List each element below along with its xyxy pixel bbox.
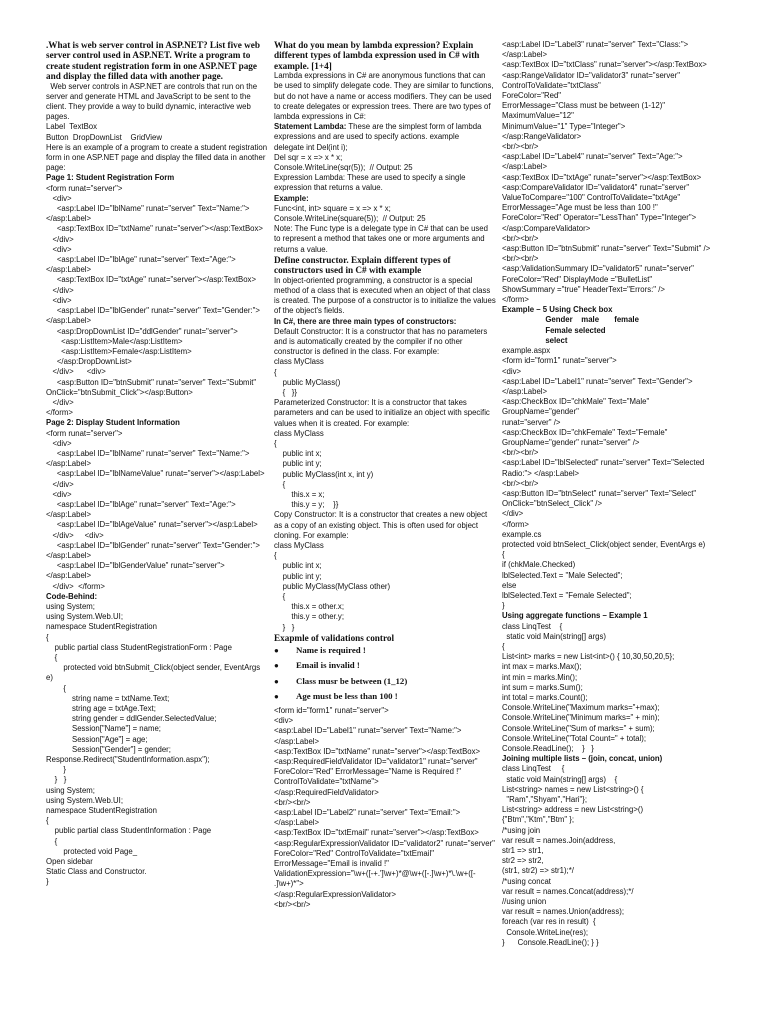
text-line: MinimumValue="1" Type="Integer"> (502, 121, 626, 131)
text-line: this.x = x; (274, 489, 325, 499)
text-line: <asp:ValidationSummary ID="validator5" runat="server" (502, 264, 694, 274)
bullet-dot-icon: ● (274, 661, 279, 671)
text-line: delegate int Del(int i); (274, 142, 348, 152)
text-line: </div> (46, 234, 74, 244)
text-line: else (502, 580, 517, 590)
bullet-item (274, 660, 496, 671)
question-heading: Define constructor. Explain different types of constructors used in C# with example (274, 254, 453, 276)
text-line: <asp:Button ID="btnSubmit" runat="server" Text="Submit" OnClick="btnSubmit_Click"></asp:Button> (46, 377, 259, 397)
text-line: <br/><br/> (502, 478, 539, 488)
text-line: public MyClass() (274, 377, 341, 387)
text-line: public int y; (274, 571, 322, 581)
text-line: <asp:Label ID="lblGender" runat="server" Text="Gender:"></asp:Label> (46, 306, 260, 326)
question-heading: What do you mean by lambda expression? Explain different types of lambda expression used in C# with example. [1+4] (274, 40, 482, 71)
text-line: Console.WriteLine("Sum of marks=" + sum); (502, 723, 655, 733)
text-line: <asp:TextBox ID="txtName" runat="server"></asp:TextBox> (274, 746, 481, 756)
text-line: Copy Constructor: It is a constructor that creates a new object as a copy of an existing object. This is often used for object cloning. For example: (274, 510, 490, 540)
text-line: ForeColor="Red" ControlToValidate="txtEmail" (274, 848, 435, 858)
text-line: { (46, 816, 49, 826)
question-heading: Exapmle of validations control (274, 632, 395, 643)
bullet-item (274, 676, 496, 687)
text-line: Button DropDownList GridView (46, 132, 162, 142)
text-line: Console.WriteLine(res); (502, 927, 589, 937)
text-line: Lambda expressions in C# are anonymous functions that can be used to simplify delegate code. They are similar to functions, but do not have a name or access modifiers. They can be used to create delegates or expression trees. There are two types of lambda expressions in C#: (274, 71, 496, 122)
text-line: <asp:DropDownList ID="ddlGender" runat="server"> (46, 326, 238, 336)
text-line: str2 => str2, (502, 856, 544, 866)
text-line: </form> (502, 295, 529, 305)
text-line: int min = marks.Min(); (502, 672, 578, 682)
text-line: <asp:Button ID="btnSelect" runat="server" Text="Select" OnClick="btnSelect_Click" /> (502, 488, 699, 509)
text-line: ForeColor="Red" Operator="LessThan" Type="Integer"> (502, 213, 697, 223)
section-label: Page 2: Display Student Information (46, 418, 180, 428)
bullet-text: Email is invalid ! (296, 660, 360, 671)
text-line: { (46, 632, 49, 642)
text-line: </form> (46, 408, 73, 418)
text-line: <asp:CheckBox ID="chkMale" Text="Male" GroupName="gender" (502, 397, 652, 417)
text-line: Web server controls in ASP.NET are controls that run on the server and generate HTML and JavaScript to be sent to the client. They provide a way to build dynamic, interactive web pages. (46, 81, 260, 122)
text-line: { (502, 550, 505, 560)
text-line: List<int> marks = new List<int>() { 10,30,50,20,5}; (502, 652, 675, 662)
text-line: example.aspx (502, 346, 551, 356)
text-line: </asp:RequiredFieldValidator> (274, 787, 379, 797)
bullet-text: Name is required ! (296, 645, 366, 656)
text-line: int max = marks.Max(); (502, 662, 582, 672)
text-line: Parameterized Constructor: It is a constructor that takes parameters and can be used to initialize an object with specific values when it is created. For example: (274, 398, 493, 428)
text-line: <br/><br/> (502, 254, 539, 264)
text-line: Console.WriteLine("Minimum marks=" + min); (502, 713, 660, 723)
text-line: { (274, 479, 286, 489)
text-line: <asp:Label ID="Label1" runat="server" Text="Gender"></asp:Label> (502, 376, 693, 396)
text-line: Func<int, int> square = x => x * x; (274, 203, 391, 213)
text-line: <asp:Label ID="lblAge" runat="server" Text="Age:"></asp:Label> (46, 255, 236, 275)
text-line: ValidationExpression="\w+([-+.']\w+)*@\w+([-.]\w+)*\.\w+([- (274, 869, 476, 879)
text-line: ErrorMessage="Email is invalid !" (274, 859, 389, 869)
text-line: <asp:Label ID="Label1" runat="server" Text="Name:"></asp:Label> (274, 726, 462, 746)
text-line: //using union (502, 897, 547, 907)
bullet-text: Age must be less than 100 ! (296, 690, 398, 701)
column-middle (274, 40, 496, 1020)
text-line: <asp:RangeValidator ID="validator3" runat="server" ControlToValidate="txtClass" (502, 70, 683, 90)
text-line: { }} (274, 387, 297, 397)
text-line: } } (274, 622, 295, 632)
text-line: /*using join (502, 825, 541, 835)
text-line: Console.WriteLine("Total Count=" + total); (502, 733, 647, 743)
text-line: var result = names.Concat(address);*/ (502, 886, 634, 896)
text-line: { (274, 367, 277, 377)
bullet-item (274, 691, 496, 702)
text-line: runat="server" /> (502, 417, 561, 427)
text-line: { (274, 551, 277, 561)
text-line: using System.Web.UI; (46, 612, 123, 622)
text-line: <asp:Label ID="lblName" runat="server" Text="Name:"></asp:Label> (46, 448, 250, 469)
section-label: Example – 5 Using Check box (502, 305, 613, 315)
text-line: string name = txtName.Text; (46, 693, 170, 703)
text-line: <div> (46, 295, 72, 305)
text-line: </div> </form> (46, 581, 105, 591)
text-line: string gender = ddlGender.SelectedValue; (46, 714, 217, 724)
text-line: <div> (46, 489, 72, 499)
text-line: Console.WriteLine("Maximum marks="+max); (502, 703, 660, 713)
text-line: <asp:TextBox ID="txtClass" runat="server"></asp:TextBox> (502, 60, 707, 70)
text-line: </div> (502, 509, 524, 519)
text-line: var result = names.Union(address); (502, 907, 624, 917)
text-line: { (46, 836, 58, 846)
question-heading: .What is web server control in ASP.NET? List five web server control used in ASP.NET. Write a program to create student registration form in one ASP.NET page and display the filled data with another page. (46, 40, 263, 82)
section-label: Example: (274, 193, 309, 203)
text-line: ForeColor="Red" (502, 91, 562, 101)
text-line: foreach (var res in result) { (502, 917, 596, 927)
text-line: <asp:RequiredFieldValidator ID="validator1" runat="server" (274, 757, 478, 767)
text-line: public partial class StudentRegistrationForm : Page (46, 642, 232, 652)
text-line: <asp:ListItem>Male</asp:ListItem> (46, 336, 183, 346)
text-line: { (46, 653, 58, 662)
text-line: <div> (46, 244, 72, 254)
text-line: <asp:Label ID="Label3" runat="server" Text="Class:"></asp:Label> (502, 40, 689, 60)
bullet-dot-icon: ● (274, 691, 279, 701)
text-line: Expression Lambda: These are used to specify a single expression that returns a value. (274, 173, 468, 193)
text-line: <asp:Label ID="lblGender" runat="server" Text="Gender:"></asp:Label> (46, 540, 260, 560)
column-left (46, 40, 268, 1020)
text-line: </form> (502, 519, 529, 529)
text-line: class MyClass (274, 540, 324, 550)
text-line: In object-oriented programming, a constructor is a special method of a class that is executed when an object of that class is created. The purpose of a constructor is to initialize the values of the object's fields. (274, 275, 498, 316)
text-line: ShowSummary ="true" HeaderText="Errors:" /> (502, 284, 665, 294)
text-line: <asp:CompareValidator ID="validator4" runat="server" ValueToCompare="100" ControlToValidate="txtAge" (502, 182, 692, 203)
text-line: lblSelected.Text = "Male Selected"; (502, 570, 623, 580)
section-label: Using aggregate functions – Example 1 (502, 611, 648, 621)
text-line: {"Btm","Ktm","Btm" }; (502, 815, 575, 825)
text-line: <asp:TextBox ID="txtName" runat="server"></asp:TextBox> (46, 224, 263, 234)
text-line: <asp:Label ID="lblGenderValue" runat="server"></asp:Label> (46, 561, 225, 581)
text-line: <asp:Label ID="Label2" runat="server" Text="Email:"></asp:Label> (274, 808, 461, 828)
text-line: </asp:RangeValidator> (502, 131, 582, 141)
text-line: Console.ReadLine(); } } (502, 744, 594, 754)
section-label: Page 1: Student Registration Form (46, 173, 175, 183)
text-line: </div> (46, 285, 74, 295)
text-line: public int x; (274, 561, 322, 571)
text-line: <form runat="server"> (46, 428, 123, 438)
text-line: <asp:TextBox ID="txtEmail" runat="server"></asp:TextBox> (274, 828, 479, 838)
text-line: protected void btnSubmit_Click(object sender, EventArgs e) (46, 663, 263, 683)
section-label: Gender male female (502, 315, 639, 325)
text-line: class MyClass (274, 428, 324, 438)
text-line: var result = names.Join(address, (502, 835, 616, 845)
text-line: </div> <div> (46, 530, 104, 540)
text-line: <form id="form1" runat="server"> (502, 356, 617, 366)
text-line: Statement Lambda: These are the simplest form of lambda expressions and are used to specify actions. example (274, 122, 484, 142)
text-line: Here is an example of a program to create a student registration form in one ASP.NET page and display the filled data in another page: (46, 142, 270, 173)
text-line: namespace StudentRegistration (46, 622, 157, 632)
text-line: <asp:Label ID="lblAgeValue" runat="server"></asp:Label> (46, 520, 258, 530)
text-line: public int x; (274, 449, 322, 459)
text-line: public MyClass(int x, int y) (274, 469, 374, 479)
section-label: In C#, there are three main types of constructors: (274, 316, 457, 326)
text-line: int total = marks.Count(); (502, 693, 588, 702)
text-line: </asp:RegularExpressionValidator> (274, 889, 397, 899)
text-line: static void Main(string[] args) (502, 631, 607, 641)
text-line: Open sidebar (46, 857, 93, 867)
text-line: class MyClass (274, 357, 324, 367)
text-line: <br/><br/> (502, 142, 539, 152)
text-line: <asp:Label ID="lblSelected" runat="server" Text="Selected Radio:"> </asp:Label> (502, 458, 707, 478)
text-line: MaximumValue="12" (502, 111, 574, 121)
text-line: <asp:CheckBox ID="chkFemale" Text="Female" GroupName="gender" runat="server" /> (502, 427, 670, 447)
text-line: <asp:ListItem>Female</asp:ListItem> (46, 346, 192, 356)
text-line: } (46, 877, 49, 887)
text-line: .]\w+)*"> (274, 879, 304, 889)
text-line: Session["Name"] = name; (46, 724, 161, 734)
bullet-text: Class musr be between (1_12) (296, 675, 408, 686)
text-line: Static Class and Constructor. (46, 867, 147, 877)
section-label: Female selected (502, 325, 606, 335)
text-line: protected void Page_ (46, 846, 138, 856)
text-line: } Console.ReadLine(); } } (502, 937, 599, 947)
text-line: </asp:DropDownList> (46, 357, 132, 367)
text-line: int sum = marks.Sum(); (502, 682, 583, 692)
text-line: protected void btnSelect_Click(object sender, EventArgs e) (502, 539, 706, 549)
text-line: } } (46, 775, 67, 785)
text-line: if (chkMale.Checked) (502, 560, 576, 570)
text-line: <asp:TextBox ID="txtAge" runat="server"></asp:TextBox> (46, 275, 257, 285)
text-line: { (46, 683, 66, 693)
text-line: Response.Redirect("StudentInformation.aspx"); (46, 755, 210, 765)
text-line: Session["Gender"] = gender; (46, 744, 171, 754)
text-line: string age = txtAge.Text; (46, 704, 156, 714)
text-line: List<string> address = new List<string>() (502, 805, 644, 815)
text-line: <asp:Label ID="lblAge" runat="server" Text="Age:"></asp:Label> (46, 499, 236, 520)
text-line: { (274, 438, 277, 448)
text-line: Del sqr = x => x * x; (274, 152, 343, 162)
text-line: <br/><br/> (274, 899, 311, 909)
text-line: using System; (46, 601, 95, 611)
text-line: ForeColor="Red" DisplayMode ="BulletList" (502, 274, 653, 284)
text-line: Default Constructor: It is a constructor that has no parameters and is automatically created by the compiler if no other constructor is defined in the class. For example: (274, 326, 490, 357)
text-line: public MyClass(MyClass other) (274, 581, 391, 591)
text-line: this.y = other.y; (274, 612, 344, 622)
text-line: class LinqTest { (502, 764, 565, 774)
text-line: List<string> names = new List<string>() { (502, 784, 644, 794)
text-line: } (502, 601, 505, 611)
text-line: ErrorMessage="Age must be less than 100 !" (502, 203, 658, 213)
text-line: (str1, str2) => str1);*/ (502, 866, 574, 876)
bullet-item (274, 645, 496, 656)
text-line: this.x = other.x; (274, 602, 344, 612)
text-line: Console.WriteLine(square(5)); // Output: 25 (274, 214, 426, 224)
text-line: using System; (46, 785, 95, 795)
text-line: namespace StudentRegistration (46, 806, 157, 816)
section-label: Code-Behind: (46, 591, 98, 601)
text-line: using System.Web.UI; (46, 795, 123, 805)
text-line: ForeColor="Red" ErrorMessage="Name is Required !" ControlToValidate="txtName"> (274, 767, 464, 787)
text-line: <br/><br/> (274, 797, 311, 807)
text-line: { (502, 641, 505, 651)
text-line: "Ram","Shyam","Hari"}; (502, 795, 588, 805)
text-line: <div> (502, 366, 522, 376)
text-line: ErrorMessage="Class must be between (1-12)" (502, 101, 666, 111)
text-line: } (46, 765, 66, 775)
text-line: </div> (46, 479, 74, 489)
text-line: <asp:RegularExpressionValidator ID="validator2" runat="server" (274, 838, 495, 848)
text-line: <form id="form1" runat="server"> (274, 706, 389, 716)
text-line: Session["Age"] = age; (46, 734, 148, 744)
text-line: <asp:Label ID="lblNameValue" runat="server"></asp:Label> (46, 469, 265, 479)
text-line: class LinqTest { (502, 621, 563, 631)
text-line: static void Main(string[] args) { (502, 774, 618, 784)
text-line: { (274, 591, 286, 601)
text-line: <div> (46, 438, 72, 448)
text-line: Label TextBox (46, 122, 98, 132)
text-line: <asp:TextBox ID="txtAge" runat="server"></asp:TextBox> (502, 172, 702, 182)
text-line: </div> (46, 397, 74, 407)
bullet-dot-icon: ● (274, 676, 279, 686)
text-line: public partial class StudentInformation : Page (46, 826, 212, 836)
text-line: <asp:Button ID="btnSubmit" runat="server" Text="Submit" /> (502, 244, 711, 254)
text-line: /*using concat (502, 876, 551, 886)
text-line: str1 => str1, (502, 846, 544, 856)
text-line: <div> (46, 193, 72, 203)
text-line: <div> (274, 716, 294, 726)
text-line: Console.WriteLine(sqr(5)); // Output: 25 (274, 163, 413, 173)
text-line: public int y; (274, 459, 322, 469)
text-line: <br/><br/> (502, 233, 539, 243)
bullet-dot-icon: ● (274, 646, 279, 656)
text-line: <asp:Label ID="Label4" runat="server" Text="Age:"></asp:Label> (502, 152, 683, 172)
text-line: <form runat="server"> (46, 183, 123, 193)
text-line: </div> <div> (46, 367, 106, 377)
text-line: <asp:Label ID="lblName" runat="server" Text="Name:"></asp:Label> (46, 204, 250, 224)
section-label: select (502, 335, 568, 345)
text-line: example.cs (502, 529, 542, 539)
text-line: <br/><br/> (502, 448, 539, 458)
text-line: this.y = y; }} (274, 500, 339, 510)
column-right (502, 40, 724, 1020)
text-line: lblSelected.Text = "Female Selected"; (502, 590, 632, 600)
section-label: Joining multiple lists – (join, concat, union) (502, 754, 663, 764)
text-line: </asp:CompareValidator> (502, 223, 591, 233)
text-line: Note: The Func type is a delegate type in C# that can be used to represent a method that takes one or more arguments and returns a value. (274, 224, 491, 254)
